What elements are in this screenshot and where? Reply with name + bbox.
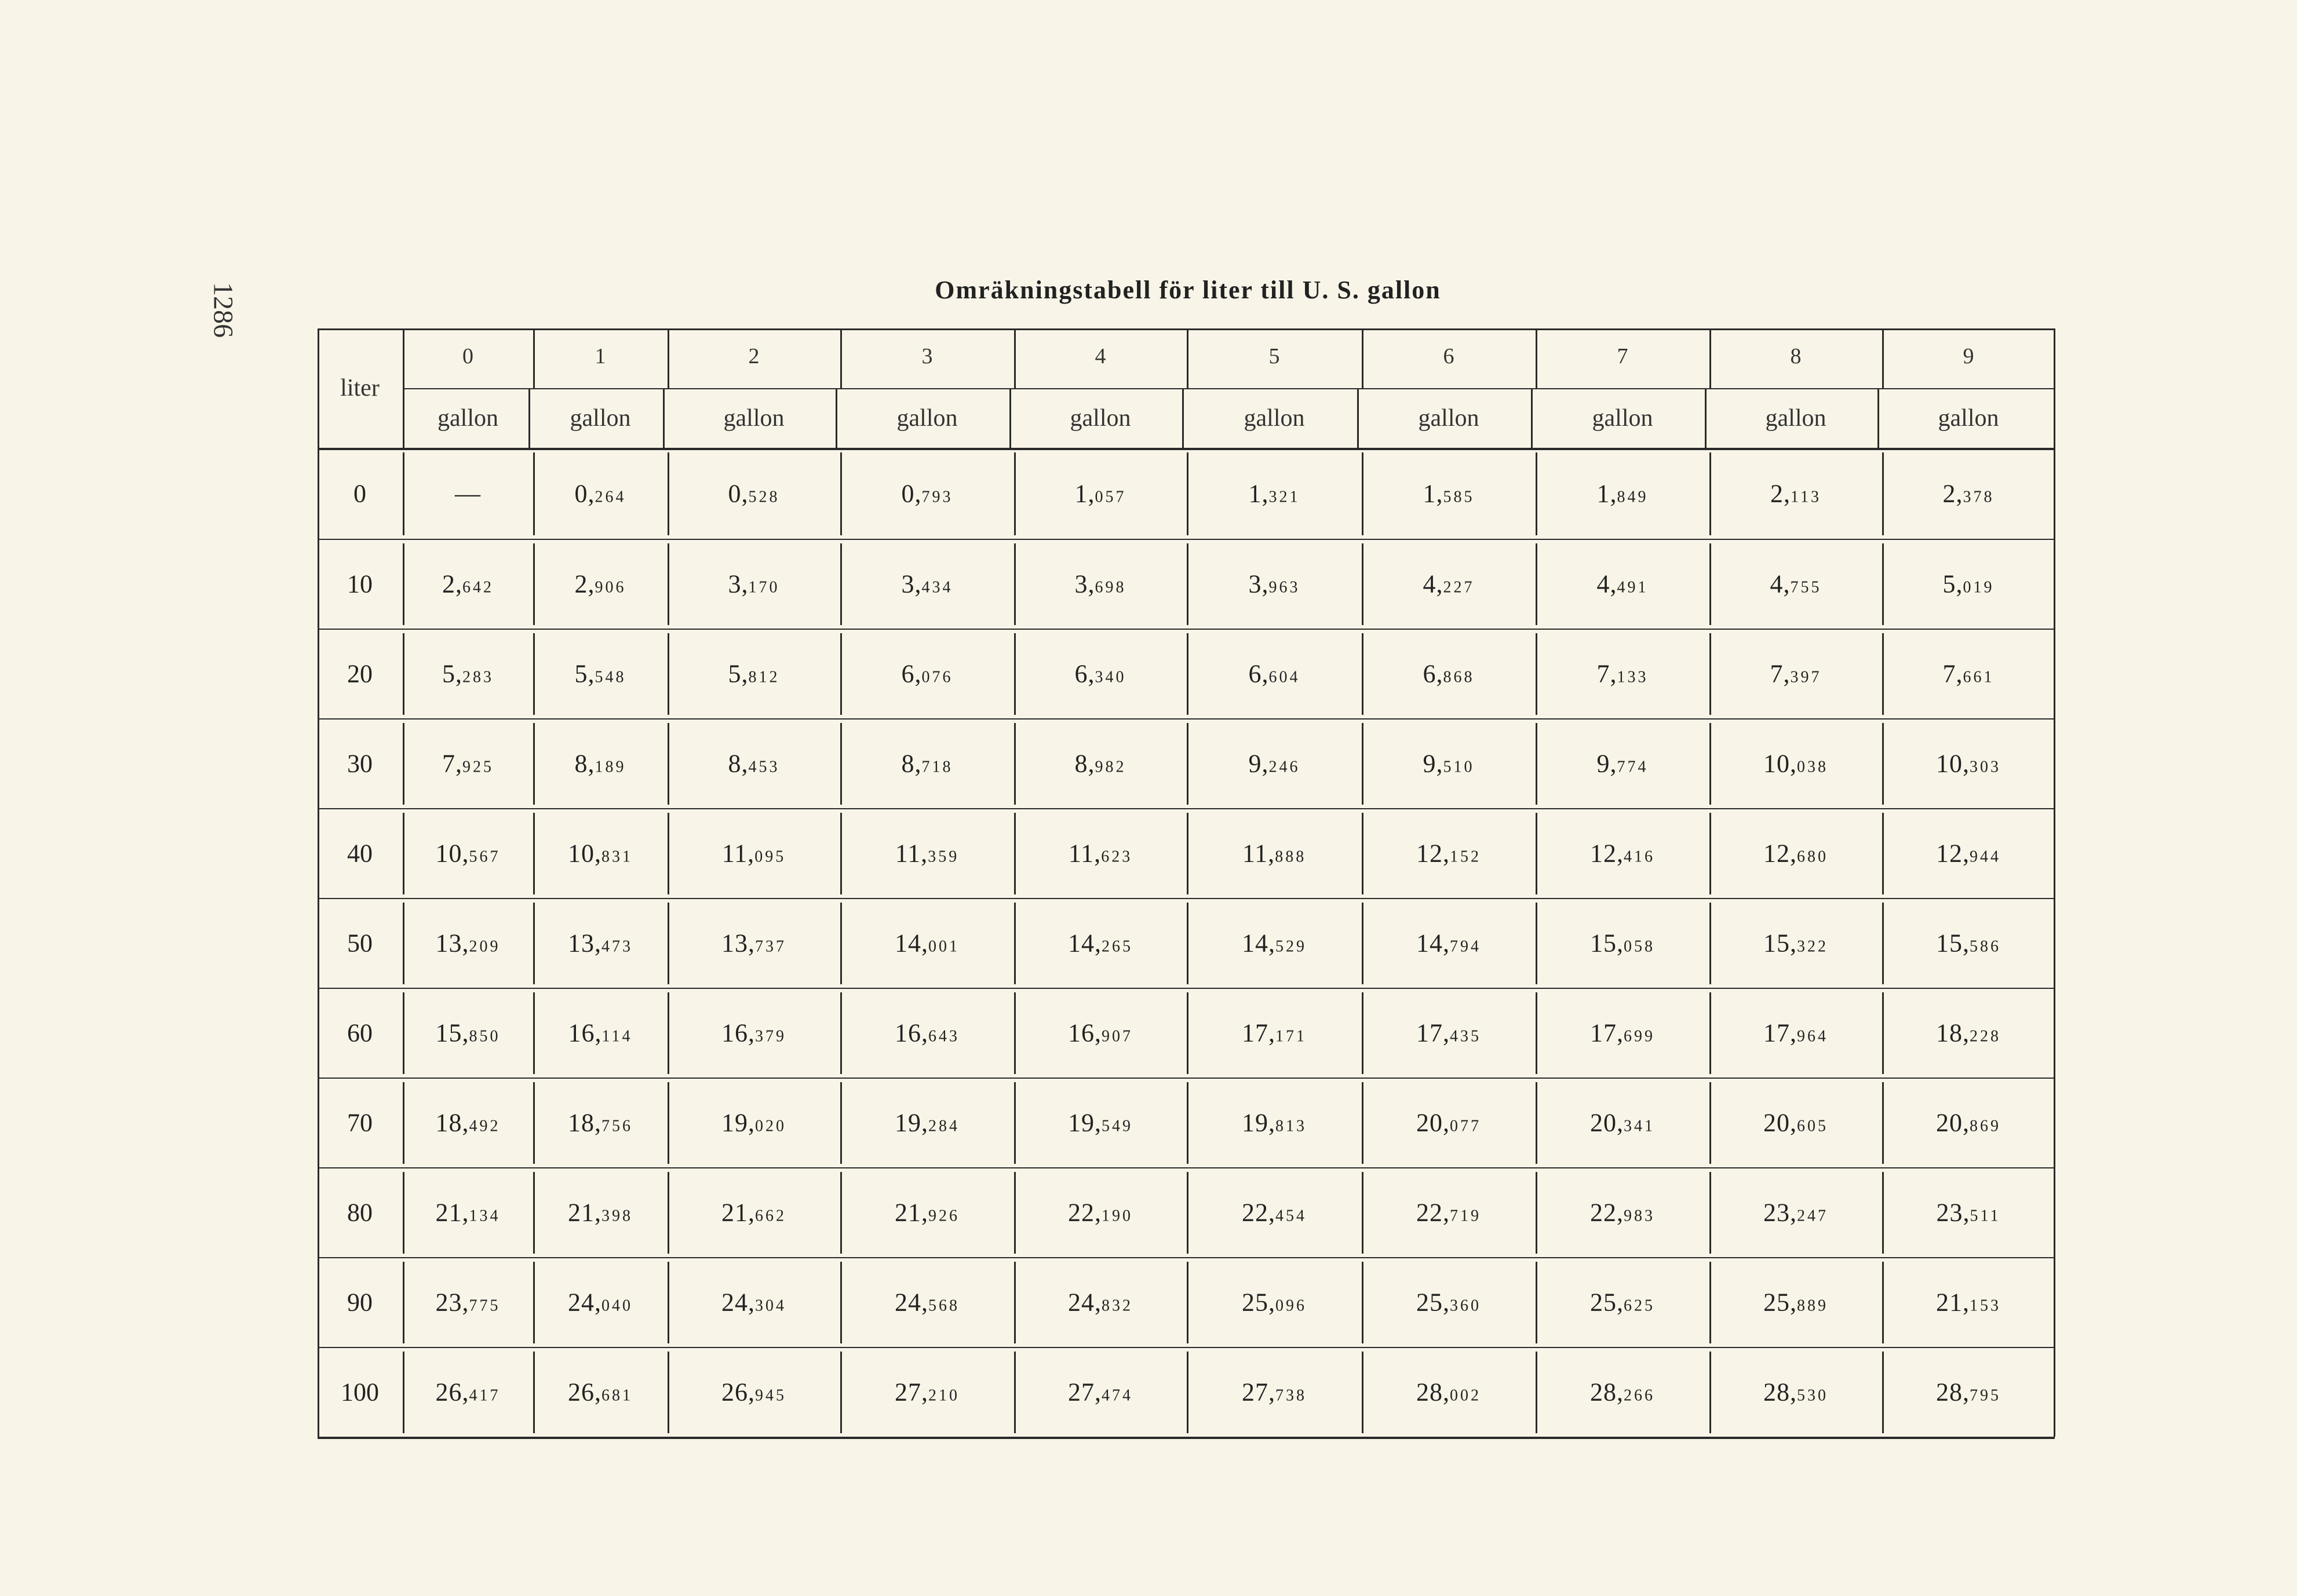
cell-col-divider [533, 903, 535, 984]
header-col-divider [403, 328, 404, 448]
gallon-value-cell: 4,491 [1596, 569, 1649, 598]
gallon-value-cell: 17,964 [1763, 1018, 1828, 1047]
header-col-divider [533, 328, 535, 388]
column-digit-header: 5 [1268, 344, 1280, 368]
column-unit-header: gallon [570, 405, 631, 432]
gallon-value-cell: 1,849 [1596, 479, 1649, 507]
gallon-value-cell: 7,133 [1596, 659, 1649, 688]
gallon-value-cell: 27,738 [1242, 1378, 1307, 1406]
column-digit-header: 7 [1617, 344, 1628, 368]
cell-col-divider [840, 813, 842, 894]
gallon-value-cell: 26,681 [568, 1378, 633, 1406]
cell-col-divider [1187, 903, 1188, 984]
cell-col-divider [840, 452, 842, 535]
cell-col-divider [668, 1262, 669, 1343]
gallon-value-cell: 13,209 [435, 929, 501, 957]
gallon-value-cell: 13,473 [568, 929, 633, 957]
gallon-value-cell: 16,643 [895, 1018, 960, 1047]
gallon-value-cell: 3,963 [1248, 569, 1300, 598]
cell-col-divider [1014, 1172, 1016, 1254]
cell-col-divider [668, 1172, 669, 1254]
cell-col-divider [1882, 903, 1884, 984]
header-col-divider [1705, 388, 1707, 448]
cell-col-divider [1709, 1172, 1711, 1254]
cell-col-divider [403, 813, 404, 894]
gallon-value-cell: 27,474 [1068, 1378, 1133, 1406]
row-divider-rule [318, 1167, 2055, 1168]
gallon-value-cell: 10,831 [568, 839, 633, 867]
gallon-value-cell: 20,341 [1590, 1108, 1655, 1137]
cell-col-divider [1709, 723, 1711, 805]
gallon-value-cell: 18,756 [568, 1108, 633, 1137]
column-unit-header: gallon [437, 405, 498, 432]
gallon-value-cell: 2,378 [1942, 479, 1995, 507]
cell-col-divider [1882, 723, 1884, 805]
cell-col-divider [840, 1352, 842, 1433]
cell-col-divider [1882, 543, 1884, 625]
cell-col-divider [840, 1172, 842, 1254]
gallon-value-cell: 24,040 [568, 1288, 633, 1316]
row-divider-rule [318, 539, 2055, 540]
header-col-divider [528, 388, 530, 448]
cell-col-divider [668, 813, 669, 894]
gallon-value-cell: 5,812 [728, 659, 780, 688]
gallon-value-cell: 19,020 [721, 1108, 786, 1137]
gallon-value-cell: 20,605 [1763, 1108, 1828, 1137]
cell-col-divider [1014, 813, 1016, 894]
header-col-divider [840, 328, 842, 388]
cell-col-divider [1536, 1262, 1537, 1343]
cell-col-divider [668, 903, 669, 984]
gallon-value-cell: 11,888 [1242, 839, 1307, 867]
gallon-value-cell: 7,661 [1942, 659, 1995, 688]
gallon-value-cell: 6,868 [1423, 659, 1475, 688]
gallon-value-cell: 21,398 [568, 1198, 633, 1226]
gallon-value-cell: 9,246 [1248, 749, 1300, 777]
cell-col-divider [403, 903, 404, 984]
gallon-value-cell: 20,869 [1936, 1108, 2001, 1137]
cell-col-divider [840, 633, 842, 715]
gallon-value-cell: 18,492 [435, 1108, 501, 1137]
header-col-divider [1709, 328, 1711, 388]
cell-col-divider [403, 452, 404, 535]
cell-col-divider [1362, 723, 1363, 805]
cell-col-divider [533, 813, 535, 894]
gallon-value-cell: 12,416 [1590, 839, 1655, 867]
gallon-value-cell: 1,321 [1248, 479, 1300, 507]
page-number: 1286 [207, 282, 239, 338]
cell-col-divider [1362, 1082, 1363, 1164]
gallon-value-cell: 6,604 [1248, 659, 1300, 688]
cell-col-divider [403, 992, 404, 1074]
gallon-value-cell: 19,549 [1068, 1108, 1133, 1137]
header-col-divider [1877, 388, 1879, 448]
header-col-divider [1362, 328, 1363, 388]
cell-col-divider [1187, 1082, 1188, 1164]
cell-col-divider [1536, 813, 1537, 894]
gallon-value-cell: 0,793 [901, 479, 953, 507]
row-divider-rule [318, 448, 2055, 450]
column-digit-header: 8 [1790, 344, 1802, 368]
header-col-divider [1014, 328, 1016, 388]
cell-col-divider [1882, 992, 1884, 1074]
gallon-value-cell: 10,038 [1763, 749, 1828, 777]
cell-col-divider [1362, 813, 1363, 894]
gallon-value-cell: 14,529 [1242, 929, 1307, 957]
gallon-value-cell: 25,889 [1763, 1288, 1828, 1316]
gallon-value-cell: 4,227 [1423, 569, 1475, 598]
row-liter-value: 70 [347, 1108, 373, 1137]
gallon-value-cell: 25,360 [1416, 1288, 1481, 1316]
cell-col-divider [1882, 1262, 1884, 1343]
row-divider-rule [318, 629, 2055, 630]
cell-col-divider [668, 1082, 669, 1164]
gallon-value-cell: 28,002 [1416, 1378, 1481, 1406]
gallon-value-cell: 16,379 [721, 1018, 786, 1047]
gallon-value-cell: 22,719 [1416, 1198, 1481, 1226]
cell-col-divider [1362, 1352, 1363, 1433]
gallon-value-cell: 28,266 [1590, 1378, 1655, 1406]
gallon-value-cell: 25,625 [1590, 1288, 1655, 1316]
column-unit-header: gallon [1418, 405, 1479, 432]
cell-col-divider [1882, 633, 1884, 715]
gallon-value-cell: 27,210 [895, 1378, 960, 1406]
gallon-value-cell: 12,152 [1416, 839, 1481, 867]
cell-col-divider [1536, 1172, 1537, 1254]
gallon-value-cell: 17,171 [1242, 1018, 1307, 1047]
gallon-value-cell: 6,340 [1074, 659, 1126, 688]
cell-col-divider [533, 723, 535, 805]
gallon-value-cell: 21,153 [1936, 1288, 2001, 1316]
cell-col-divider [403, 1172, 404, 1254]
gallon-value-cell: — [455, 479, 481, 507]
row-divider-rule [318, 1078, 2055, 1079]
header-col-divider [836, 388, 837, 448]
gallon-value-cell: 8,718 [901, 749, 953, 777]
cell-col-divider [1187, 633, 1188, 715]
cell-col-divider [1709, 633, 1711, 715]
row-divider-rule [318, 988, 2055, 989]
gallon-value-cell: 6,076 [901, 659, 953, 688]
cell-col-divider [668, 543, 669, 625]
cell-col-divider [1536, 633, 1537, 715]
cell-col-divider [1014, 633, 1016, 715]
cell-col-divider [1014, 903, 1016, 984]
gallon-value-cell: 11,359 [895, 839, 960, 867]
row-liter-value: 30 [347, 749, 373, 777]
cell-col-divider [840, 1262, 842, 1343]
column-unit-header: gallon [1592, 405, 1653, 432]
gallon-value-cell: 0,264 [574, 479, 626, 507]
cell-col-divider [1709, 813, 1711, 894]
cell-col-divider [1882, 1352, 1884, 1433]
cell-col-divider [1187, 1262, 1188, 1343]
gallon-value-cell: 17,435 [1416, 1018, 1481, 1047]
gallon-value-cell: 23,511 [1936, 1198, 2001, 1226]
row-liter-value: 60 [347, 1018, 373, 1047]
cell-col-divider [1362, 633, 1363, 715]
gallon-value-cell: 12,680 [1763, 839, 1828, 867]
cell-col-divider [1187, 992, 1188, 1074]
header-col-divider [1187, 328, 1188, 388]
gallon-value-cell: 9,774 [1596, 749, 1649, 777]
header-col-divider [1182, 388, 1184, 448]
row-liter-value: 80 [347, 1198, 373, 1226]
column-unit-header: gallon [1938, 405, 1999, 432]
cell-col-divider [1362, 543, 1363, 625]
cell-col-divider [1362, 1262, 1363, 1343]
cell-col-divider [1709, 543, 1711, 625]
cell-col-divider [1709, 1352, 1711, 1433]
gallon-value-cell: 3,170 [728, 569, 780, 598]
cell-col-divider [1536, 992, 1537, 1074]
gallon-value-cell: 14,001 [895, 929, 960, 957]
cell-col-divider [1882, 1172, 1884, 1254]
cell-col-divider [1882, 1082, 1884, 1164]
gallon-value-cell: 11,095 [721, 839, 786, 867]
cell-col-divider [533, 1082, 535, 1164]
cell-col-divider [533, 992, 535, 1074]
table-left-border [318, 328, 319, 1437]
cell-col-divider [1014, 992, 1016, 1074]
gallon-value-cell: 12,944 [1936, 839, 2001, 867]
row-liter-value: 40 [347, 839, 373, 867]
cell-col-divider [1536, 1082, 1537, 1164]
cell-col-divider [1709, 1262, 1711, 1343]
cell-col-divider [533, 633, 535, 715]
cell-col-divider [1187, 543, 1188, 625]
gallon-value-cell: 10,303 [1936, 749, 2001, 777]
cell-col-divider [1362, 452, 1363, 535]
cell-col-divider [1014, 543, 1016, 625]
cell-col-divider [1882, 452, 1884, 535]
row-divider-rule [318, 1257, 2055, 1258]
table-title: Omräkningstabell för liter till U. S. gallon [935, 276, 1441, 304]
header-col-divider [1531, 388, 1533, 448]
row-divider-rule [318, 808, 2055, 809]
cell-col-divider [840, 723, 842, 805]
gallon-value-cell: 21,926 [895, 1198, 960, 1226]
table-bottom-rule [318, 1437, 2055, 1439]
header-col-divider [1009, 388, 1011, 448]
gallon-value-cell: 20,077 [1416, 1108, 1481, 1137]
gallon-value-cell: 15,850 [435, 1018, 501, 1047]
conversion-table [318, 328, 2055, 1437]
gallon-value-cell: 15,058 [1590, 929, 1655, 957]
cell-col-divider [1187, 813, 1188, 894]
gallon-value-cell: 16,114 [568, 1018, 633, 1047]
column-unit-header: gallon [1244, 405, 1305, 432]
gallon-value-cell: 23,775 [435, 1288, 501, 1316]
gallon-value-cell: 14,265 [1068, 929, 1133, 957]
cell-col-divider [533, 1352, 535, 1433]
gallon-value-cell: 13,737 [721, 929, 786, 957]
cell-col-divider [1014, 1352, 1016, 1433]
gallon-value-cell: 7,397 [1770, 659, 1822, 688]
header-col-divider [1536, 328, 1537, 388]
column-unit-header: gallon [1765, 405, 1826, 432]
gallon-value-cell: 2,113 [1770, 479, 1821, 507]
gallon-value-cell: 10,567 [435, 839, 501, 867]
row-liter-value: 90 [347, 1288, 373, 1316]
cell-col-divider [1362, 1172, 1363, 1254]
gallon-value-cell: 8,189 [574, 749, 626, 777]
gallon-value-cell: 5,283 [442, 659, 494, 688]
cell-col-divider [403, 543, 404, 625]
gallon-value-cell: 18,228 [1936, 1018, 2001, 1047]
gallon-value-cell: 24,304 [721, 1288, 786, 1316]
cell-col-divider [1536, 723, 1537, 805]
gallon-value-cell: 11,623 [1068, 839, 1133, 867]
gallon-value-cell: 26,945 [721, 1378, 786, 1406]
cell-col-divider [403, 1082, 404, 1164]
column-unit-header: gallon [723, 405, 785, 432]
column-digit-header: 2 [748, 344, 760, 368]
cell-col-divider [1536, 543, 1537, 625]
gallon-value-cell: 28,795 [1936, 1378, 2001, 1406]
gallon-value-cell: 8,982 [1074, 749, 1126, 777]
cell-col-divider [1187, 452, 1188, 535]
cell-col-divider [403, 1352, 404, 1433]
cell-col-divider [668, 452, 669, 535]
gallon-value-cell: 0,528 [728, 479, 780, 507]
gallon-value-cell: 9,510 [1423, 749, 1475, 777]
gallon-value-cell: 23,247 [1763, 1198, 1828, 1226]
cell-col-divider [840, 543, 842, 625]
gallon-value-cell: 1,585 [1423, 479, 1475, 507]
cell-col-divider [668, 633, 669, 715]
cell-col-divider [403, 633, 404, 715]
cell-col-divider [403, 1262, 404, 1343]
cell-col-divider [668, 1352, 669, 1433]
gallon-value-cell: 21,662 [721, 1198, 786, 1226]
column-digit-header: 4 [1095, 344, 1106, 368]
header-col-divider [1882, 328, 1884, 388]
header-divider-rule [403, 388, 2055, 389]
cell-col-divider [533, 1262, 535, 1343]
row-liter-value: 20 [347, 659, 373, 688]
cell-col-divider [1187, 723, 1188, 805]
gallon-value-cell: 7,925 [442, 749, 494, 777]
cell-col-divider [1014, 723, 1016, 805]
cell-col-divider [1536, 1352, 1537, 1433]
gallon-value-cell: 2,642 [442, 569, 494, 598]
header-col-divider [663, 388, 665, 448]
cell-col-divider [533, 543, 535, 625]
gallon-value-cell: 21,134 [435, 1198, 501, 1226]
cell-col-divider [840, 903, 842, 984]
header-col-divider [668, 328, 669, 388]
cell-col-divider [1709, 1082, 1711, 1164]
gallon-value-cell: 24,568 [895, 1288, 960, 1316]
column-digit-header: 6 [1443, 344, 1454, 368]
cell-col-divider [1536, 903, 1537, 984]
table-top-rule [318, 328, 2055, 330]
cell-col-divider [1709, 903, 1711, 984]
row-divider-rule [318, 1347, 2055, 1348]
row-divider-rule [318, 898, 2055, 899]
gallon-value-cell: 19,284 [895, 1108, 960, 1137]
gallon-value-cell: 3,698 [1074, 569, 1126, 598]
gallon-value-cell: 22,983 [1590, 1198, 1655, 1226]
gallon-value-cell: 25,096 [1242, 1288, 1307, 1316]
table-right-border [2054, 328, 2055, 1437]
column-digit-header: 0 [462, 344, 473, 368]
gallon-value-cell: 2,906 [574, 569, 626, 598]
cell-col-divider [1014, 1262, 1016, 1343]
gallon-value-cell: 28,530 [1763, 1378, 1828, 1406]
cell-col-divider [403, 723, 404, 805]
column-digit-header: 9 [1963, 344, 1974, 368]
row-liter-value: 0 [353, 479, 366, 507]
cell-col-divider [1187, 1352, 1188, 1433]
row-liter-value: 100 [341, 1378, 379, 1406]
gallon-value-cell: 5,019 [1942, 569, 1995, 598]
cell-col-divider [533, 452, 535, 535]
row-header-label: liter [340, 375, 380, 401]
gallon-value-cell: 15,586 [1936, 929, 2001, 957]
column-digit-header: 3 [921, 344, 933, 368]
column-digit-header: 1 [595, 344, 606, 368]
gallon-value-cell: 4,755 [1770, 569, 1822, 598]
gallon-value-cell: 1,057 [1074, 479, 1126, 507]
cell-col-divider [1014, 1082, 1016, 1164]
gallon-value-cell: 17,699 [1590, 1018, 1655, 1047]
cell-col-divider [1882, 813, 1884, 894]
cell-col-divider [840, 992, 842, 1074]
gallon-value-cell: 26,417 [435, 1378, 501, 1406]
gallon-value-cell: 3,434 [901, 569, 953, 598]
column-unit-header: gallon [1070, 405, 1131, 432]
cell-col-divider [1536, 452, 1537, 535]
cell-col-divider [1014, 452, 1016, 535]
cell-col-divider [668, 723, 669, 805]
gallon-value-cell: 15,322 [1763, 929, 1828, 957]
cell-col-divider [668, 992, 669, 1074]
cell-col-divider [1709, 452, 1711, 535]
header-col-divider [1357, 388, 1359, 448]
row-liter-value: 10 [347, 569, 373, 598]
gallon-value-cell: 8,453 [728, 749, 780, 777]
gallon-value-cell: 14,794 [1416, 929, 1481, 957]
cell-col-divider [1187, 1172, 1188, 1254]
row-liter-value: 50 [347, 929, 373, 957]
gallon-value-cell: 5,548 [574, 659, 626, 688]
cell-col-divider [1362, 992, 1363, 1074]
cell-col-divider [533, 1172, 535, 1254]
column-unit-header: gallon [896, 405, 958, 432]
cell-col-divider [840, 1082, 842, 1164]
gallon-value-cell: 22,454 [1242, 1198, 1307, 1226]
gallon-value-cell: 22,190 [1068, 1198, 1133, 1226]
gallon-value-cell: 16,907 [1068, 1018, 1133, 1047]
cell-col-divider [1362, 903, 1363, 984]
gallon-value-cell: 24,832 [1068, 1288, 1133, 1316]
row-divider-rule [318, 718, 2055, 720]
cell-col-divider [1709, 992, 1711, 1074]
gallon-value-cell: 19,813 [1242, 1108, 1307, 1137]
